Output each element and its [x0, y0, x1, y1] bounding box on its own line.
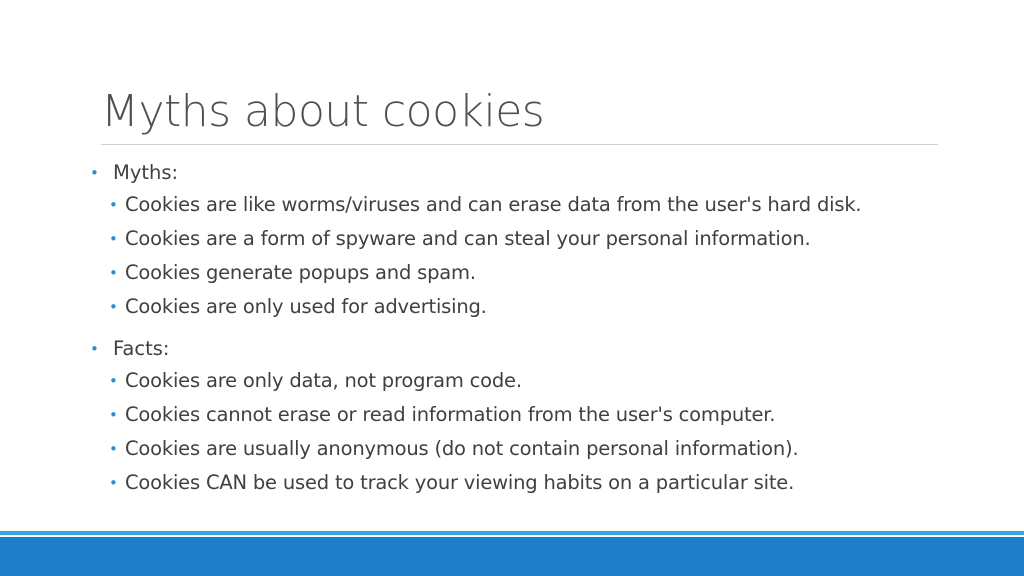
- footer-accent-line: [0, 531, 1024, 535]
- bullet-icon: •: [109, 406, 118, 424]
- bullet-heading: [90, 158, 950, 188]
- bullet-icon: •: [90, 340, 99, 358]
- list-item: [90, 466, 950, 500]
- bullet-icon: •: [109, 264, 118, 282]
- bullet-icon: •: [109, 372, 118, 390]
- list-item-text: Cookies are a form of spyware and can steal your personal information.: [125, 227, 811, 250]
- bullet-icon: •: [109, 230, 118, 248]
- footer-bar: [0, 537, 1024, 576]
- list-item-text: Cookies are only data, not program code.: [125, 369, 522, 392]
- bullet-heading: [90, 334, 950, 364]
- list-item-text: Cookies CAN be used to track your viewing habits on a particular site.: [125, 471, 795, 494]
- bullet-icon: •: [109, 440, 118, 458]
- section-heading-facts: Facts:: [113, 337, 170, 360]
- list-item-text: Cookies are only used for advertising.: [125, 295, 487, 318]
- bullet-section-myths: [90, 158, 950, 324]
- bullet-icon: •: [90, 164, 99, 182]
- bullet-section-facts: [90, 334, 950, 500]
- list-item: [90, 398, 950, 432]
- title-divider: [101, 144, 938, 145]
- bullet-icon: •: [109, 196, 118, 214]
- list-item: [90, 256, 950, 290]
- list-item: [90, 364, 950, 398]
- list-item: [90, 290, 950, 324]
- list-item: [90, 432, 950, 466]
- list-item-text: Cookies cannot erase or read information from the user's computer.: [125, 403, 776, 426]
- list-item-text: Cookies generate popups and spam.: [125, 261, 476, 284]
- list-item: [90, 222, 950, 256]
- bullet-icon: •: [109, 474, 118, 492]
- list-item-text: Cookies are usually anonymous (do not contain personal information).: [125, 437, 799, 460]
- list-item-text: Cookies are like worms/viruses and can erase data from the user's hard disk.: [125, 193, 862, 216]
- bullet-icon: •: [109, 298, 118, 316]
- slide-content: [90, 158, 950, 500]
- slide-title: Myths about cookies: [101, 86, 545, 137]
- section-heading-myths: Myths:: [113, 161, 179, 184]
- list-item: [90, 188, 950, 222]
